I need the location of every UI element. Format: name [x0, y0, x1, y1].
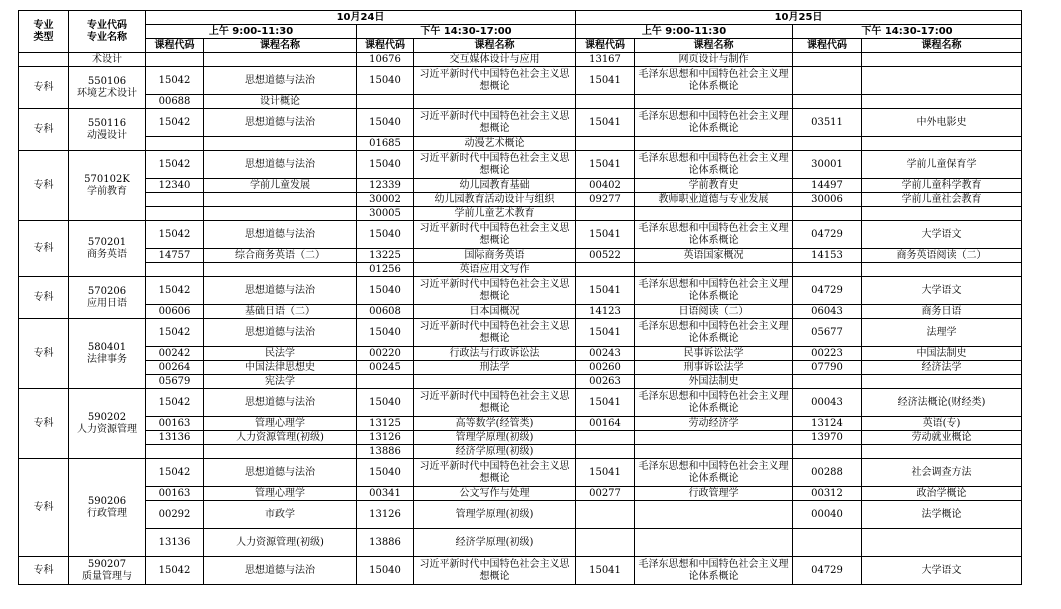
course-code-cell: 00223	[793, 347, 862, 361]
table-row	[19, 501, 1022, 529]
course-name-cell: 思想道德与法治	[204, 67, 357, 95]
course-code-cell: 13126	[357, 501, 414, 529]
table-row	[19, 557, 1022, 585]
table-row	[19, 207, 1022, 221]
course-name-cell: 大学语文	[862, 277, 1022, 305]
schedule-body	[19, 53, 1022, 585]
course-code-cell: 04729	[793, 557, 862, 585]
course-code-cell: 15040	[357, 319, 414, 347]
table-row	[19, 431, 1022, 445]
major-type-cell: 专科	[19, 109, 69, 151]
course-code-cell: 15040	[357, 459, 414, 487]
major-code-name-cell: 术设计	[69, 53, 146, 67]
course-name-cell: 学前儿童艺术教育	[414, 207, 576, 221]
course-name-cell	[204, 263, 357, 277]
table-row	[19, 277, 1022, 305]
course-name-cell: 习近平新时代中国特色社会主义思想概论	[414, 221, 576, 249]
course-name-cell: 经济法学	[862, 361, 1022, 375]
table-row	[19, 249, 1022, 263]
course-name-cell	[414, 375, 576, 389]
course-code-cell	[793, 53, 862, 67]
course-code-cell: 13167	[576, 53, 635, 67]
course-name-cell	[635, 263, 793, 277]
course-code-cell	[793, 67, 862, 95]
course-name-cell: 经济学原理(初级)	[414, 529, 576, 557]
course-code-cell: 00688	[146, 95, 204, 109]
course-name-cell: 行政管理学	[635, 487, 793, 501]
course-name-cell: 教师职业道德与专业发展	[635, 193, 793, 207]
course-code-header: 课程代码	[576, 39, 635, 53]
major-code-name-cell: 570201 商务英语	[69, 221, 146, 277]
course-name-cell	[635, 501, 793, 529]
course-code-cell: 00164	[576, 417, 635, 431]
course-name-cell: 管理心理学	[204, 417, 357, 431]
course-name-cell: 中外电影史	[862, 109, 1022, 137]
course-name-cell	[635, 445, 793, 459]
course-code-cell	[793, 375, 862, 389]
course-name-cell: 英语应用文写作	[414, 263, 576, 277]
major-code-name-cell: 590202 人力资源管理	[69, 389, 146, 459]
course-name-header: 课程名称	[414, 39, 576, 53]
table-row	[19, 151, 1022, 179]
course-code-cell: 13124	[793, 417, 862, 431]
course-code-cell	[793, 529, 862, 557]
course-name-cell: 习近平新时代中国特色社会主义思想概论	[414, 277, 576, 305]
course-code-cell: 13136	[146, 431, 204, 445]
course-code-cell: 15041	[576, 67, 635, 95]
course-code-cell: 00040	[793, 501, 862, 529]
major-type-cell: 专科	[19, 459, 69, 557]
course-code-header: 课程代码	[146, 39, 204, 53]
course-name-cell: 商务英语阅读（二）	[862, 249, 1022, 263]
course-name-cell: 管理心理学	[204, 487, 357, 501]
table-row	[19, 487, 1022, 501]
table-row	[19, 221, 1022, 249]
table-row	[19, 193, 1022, 207]
course-code-cell: 07790	[793, 361, 862, 375]
course-name-cell: 幼儿园教育活动设计与组织	[414, 193, 576, 207]
course-code-cell	[576, 207, 635, 221]
course-name-cell: 习近平新时代中国特色社会主义思想概论	[414, 151, 576, 179]
course-code-cell: 05677	[793, 319, 862, 347]
course-name-cell: 毛泽东思想和中国特色社会主义理论体系概论	[635, 557, 793, 585]
course-name-cell	[635, 137, 793, 151]
day-header: 10月24日	[146, 11, 576, 25]
day-header: 10月25日	[576, 11, 1022, 25]
course-name-cell	[862, 67, 1022, 95]
course-name-header: 课程名称	[862, 39, 1022, 53]
course-code-cell: 15042	[146, 221, 204, 249]
session-header: 下午 14:30-17:00	[357, 25, 576, 39]
course-code-cell: 15041	[576, 151, 635, 179]
course-name-cell	[635, 207, 793, 221]
course-code-cell: 13225	[357, 249, 414, 263]
course-code-cell	[146, 53, 204, 67]
course-name-cell: 管理学原理(初级)	[414, 431, 576, 445]
course-name-cell: 法理学	[862, 319, 1022, 347]
course-code-cell	[146, 263, 204, 277]
table-row	[19, 53, 1022, 67]
major-code-name-cell: 580401 法律事务	[69, 319, 146, 389]
course-name-cell	[204, 53, 357, 67]
course-name-cell: 社会调查方法	[862, 459, 1022, 487]
course-name-cell: 市政学	[204, 501, 357, 529]
course-code-cell: 30005	[357, 207, 414, 221]
course-code-cell: 00402	[576, 179, 635, 193]
course-code-cell: 00264	[146, 361, 204, 375]
course-code-cell: 00312	[793, 487, 862, 501]
course-code-cell: 00242	[146, 347, 204, 361]
course-name-cell: 学前儿童社会教育	[862, 193, 1022, 207]
course-name-cell: 经济法概论(财经类)	[862, 389, 1022, 417]
course-code-cell: 15041	[576, 557, 635, 585]
course-name-cell: 习近平新时代中国特色社会主义思想概论	[414, 557, 576, 585]
course-name-cell: 大学语文	[862, 221, 1022, 249]
major-type-cell: 专科	[19, 67, 69, 109]
course-name-cell: 行政法与行政诉讼法	[414, 347, 576, 361]
table-row	[19, 263, 1022, 277]
course-code-cell: 15040	[357, 151, 414, 179]
table-row	[19, 347, 1022, 361]
course-code-cell: 00288	[793, 459, 862, 487]
course-name-cell: 思想道德与法治	[204, 557, 357, 585]
course-name-cell: 幼儿园教育基础	[414, 179, 576, 193]
table-row	[19, 95, 1022, 109]
table-row	[19, 459, 1022, 487]
course-code-cell: 06043	[793, 305, 862, 319]
course-code-header: 课程代码	[793, 39, 862, 53]
course-name-cell	[414, 95, 576, 109]
course-code-cell	[793, 137, 862, 151]
course-code-cell: 00043	[793, 389, 862, 417]
major-type-cell	[19, 53, 69, 67]
course-name-cell: 毛泽东思想和中国特色社会主义理论体系概论	[635, 319, 793, 347]
course-name-cell	[862, 445, 1022, 459]
major-type-cell: 专科	[19, 557, 69, 585]
course-code-cell	[576, 445, 635, 459]
course-name-cell: 思想道德与法治	[204, 459, 357, 487]
course-code-cell: 00243	[576, 347, 635, 361]
course-name-cell: 思想道德与法治	[204, 109, 357, 137]
course-name-cell	[862, 53, 1022, 67]
table-row	[19, 361, 1022, 375]
course-code-cell: 14153	[793, 249, 862, 263]
course-name-cell: 管理学原理(初级)	[414, 501, 576, 529]
course-code-cell: 15042	[146, 109, 204, 137]
course-name-cell: 学前儿童保育学	[862, 151, 1022, 179]
course-name-cell	[204, 137, 357, 151]
course-code-cell: 15041	[576, 277, 635, 305]
course-name-cell: 公文写作与处理	[414, 487, 576, 501]
course-code-cell: 15041	[576, 109, 635, 137]
course-code-cell: 00260	[576, 361, 635, 375]
course-name-cell: 中国法制史	[862, 347, 1022, 361]
course-code-cell: 00292	[146, 501, 204, 529]
course-name-cell	[862, 529, 1022, 557]
major-code-name-header: 专业代码 专业名称	[69, 11, 146, 53]
course-name-cell: 习近平新时代中国特色社会主义思想概论	[414, 319, 576, 347]
exam-schedule-table	[18, 10, 1022, 585]
course-code-cell	[793, 445, 862, 459]
course-name-cell: 习近平新时代中国特色社会主义思想概论	[414, 109, 576, 137]
course-name-cell: 思想道德与法治	[204, 319, 357, 347]
course-name-cell: 刑法学	[414, 361, 576, 375]
course-name-cell	[204, 193, 357, 207]
course-name-cell	[862, 95, 1022, 109]
table-row	[19, 445, 1022, 459]
table-row	[19, 109, 1022, 137]
course-name-cell: 毛泽东思想和中国特色社会主义理论体系概论	[635, 109, 793, 137]
table-row	[19, 375, 1022, 389]
course-code-cell: 15041	[576, 459, 635, 487]
major-code-name-cell: 570206 应用日语	[69, 277, 146, 319]
session-header: 下午 14:30-17:00	[793, 25, 1022, 39]
course-code-cell: 30002	[357, 193, 414, 207]
course-name-cell	[635, 431, 793, 445]
course-name-cell	[635, 95, 793, 109]
course-name-cell	[862, 263, 1022, 277]
course-code-cell	[576, 529, 635, 557]
course-name-cell: 劳动就业概论	[862, 431, 1022, 445]
table-row	[19, 137, 1022, 151]
course-code-cell: 00245	[357, 361, 414, 375]
course-name-cell: 中国法律思想史	[204, 361, 357, 375]
course-code-cell: 15042	[146, 67, 204, 95]
course-code-cell	[576, 95, 635, 109]
course-name-cell: 人力资源管理(初级)	[204, 529, 357, 557]
course-code-cell	[793, 207, 862, 221]
course-code-cell: 00163	[146, 417, 204, 431]
course-code-cell	[576, 137, 635, 151]
course-code-cell: 10676	[357, 53, 414, 67]
course-code-cell: 15040	[357, 557, 414, 585]
course-name-cell: 日语阅读（二）	[635, 305, 793, 319]
course-name-cell: 英语国家概况	[635, 249, 793, 263]
course-name-cell: 外国法制史	[635, 375, 793, 389]
course-code-cell	[576, 263, 635, 277]
course-name-cell	[862, 207, 1022, 221]
course-code-cell	[793, 95, 862, 109]
major-type-cell: 专科	[19, 319, 69, 389]
course-name-cell: 法学概论	[862, 501, 1022, 529]
course-name-cell: 人力资源管理(初级)	[204, 431, 357, 445]
course-code-cell: 04729	[793, 221, 862, 249]
course-name-cell: 刑事诉讼法学	[635, 361, 793, 375]
course-code-cell: 12339	[357, 179, 414, 193]
course-code-cell: 15042	[146, 277, 204, 305]
course-code-cell	[793, 263, 862, 277]
course-code-cell: 15040	[357, 277, 414, 305]
course-code-cell: 14123	[576, 305, 635, 319]
major-type-cell: 专科	[19, 221, 69, 277]
course-name-cell: 毛泽东思想和中国特色社会主义理论体系概论	[635, 151, 793, 179]
course-code-header: 课程代码	[357, 39, 414, 53]
course-name-cell: 学前儿童科学教育	[862, 179, 1022, 193]
major-code-name-cell: 550106 环境艺术设计	[69, 67, 146, 109]
course-name-cell: 大学语文	[862, 557, 1022, 585]
course-code-cell	[357, 95, 414, 109]
course-name-header: 课程名称	[635, 39, 793, 53]
course-name-cell: 日本国概况	[414, 305, 576, 319]
session-header: 上午 9:00-11:30	[576, 25, 793, 39]
course-name-cell: 劳动经济学	[635, 417, 793, 431]
course-name-cell: 民事诉讼法学	[635, 347, 793, 361]
course-code-cell: 00522	[576, 249, 635, 263]
course-name-cell: 高等数学(经管类)	[414, 417, 576, 431]
course-code-cell: 09277	[576, 193, 635, 207]
course-name-cell: 思想道德与法治	[204, 277, 357, 305]
course-code-cell: 12340	[146, 179, 204, 193]
major-type-header: 专业 类型	[19, 11, 69, 53]
course-name-cell: 民法学	[204, 347, 357, 361]
course-name-cell: 基础日语（二）	[204, 305, 357, 319]
course-code-cell: 00341	[357, 487, 414, 501]
course-name-cell: 交互媒体设计与应用	[414, 53, 576, 67]
major-code-name-cell: 550116 动漫设计	[69, 109, 146, 151]
course-code-cell	[146, 137, 204, 151]
course-code-cell: 13126	[357, 431, 414, 445]
course-code-cell: 15040	[357, 221, 414, 249]
course-name-cell: 习近平新时代中国特色社会主义思想概论	[414, 459, 576, 487]
course-code-cell	[357, 375, 414, 389]
course-code-cell: 00263	[576, 375, 635, 389]
table-row	[19, 389, 1022, 417]
course-code-cell	[146, 445, 204, 459]
course-name-cell	[635, 529, 793, 557]
course-code-cell: 13136	[146, 529, 204, 557]
major-code-name-cell: 590207 质量管理与	[69, 557, 146, 585]
course-code-cell: 00277	[576, 487, 635, 501]
course-name-cell: 动漫艺术概论	[414, 137, 576, 151]
course-name-cell: 毛泽东思想和中国特色社会主义理论体系概论	[635, 67, 793, 95]
course-name-cell: 宪法学	[204, 375, 357, 389]
course-name-cell: 综合商务英语（二）	[204, 249, 357, 263]
course-code-cell: 15040	[357, 109, 414, 137]
course-code-cell: 15042	[146, 389, 204, 417]
table-row	[19, 67, 1022, 95]
course-code-cell: 15042	[146, 319, 204, 347]
course-name-cell	[862, 375, 1022, 389]
table-row	[19, 319, 1022, 347]
course-code-cell: 15042	[146, 557, 204, 585]
course-name-cell: 思想道德与法治	[204, 221, 357, 249]
course-name-cell: 网页设计与制作	[635, 53, 793, 67]
major-type-cell: 专科	[19, 277, 69, 319]
course-name-cell: 学前教育史	[635, 179, 793, 193]
course-name-header: 课程名称	[204, 39, 357, 53]
course-code-cell: 00163	[146, 487, 204, 501]
course-code-cell: 15040	[357, 67, 414, 95]
course-code-cell: 04729	[793, 277, 862, 305]
course-code-cell: 15042	[146, 151, 204, 179]
course-code-cell: 13886	[357, 529, 414, 557]
course-code-cell: 15042	[146, 459, 204, 487]
course-name-cell: 毛泽东思想和中国特色社会主义理论体系概论	[635, 221, 793, 249]
table-row	[19, 417, 1022, 431]
course-name-cell: 国际商务英语	[414, 249, 576, 263]
course-code-cell: 05679	[146, 375, 204, 389]
course-code-cell	[146, 193, 204, 207]
course-name-cell: 思想道德与法治	[204, 151, 357, 179]
course-code-cell: 13970	[793, 431, 862, 445]
course-name-cell	[204, 207, 357, 221]
course-name-cell	[862, 137, 1022, 151]
course-code-cell: 15040	[357, 389, 414, 417]
course-code-cell: 03511	[793, 109, 862, 137]
table-row	[19, 179, 1022, 193]
major-type-cell: 专科	[19, 389, 69, 459]
course-name-cell: 毛泽东思想和中国特色社会主义理论体系概论	[635, 389, 793, 417]
major-type-cell: 专科	[19, 151, 69, 221]
course-code-cell	[576, 501, 635, 529]
course-name-cell: 思想道德与法治	[204, 389, 357, 417]
course-name-cell: 经济学原理(初级)	[414, 445, 576, 459]
course-code-cell: 01685	[357, 137, 414, 151]
course-code-cell: 00608	[357, 305, 414, 319]
course-code-cell: 30006	[793, 193, 862, 207]
course-name-cell: 英语(专)	[862, 417, 1022, 431]
course-code-cell: 13125	[357, 417, 414, 431]
session-header: 上午 9:00-11:30	[146, 25, 357, 39]
course-code-cell: 14757	[146, 249, 204, 263]
course-name-cell: 商务日语	[862, 305, 1022, 319]
table-row	[19, 529, 1022, 557]
table-row	[19, 305, 1022, 319]
course-name-cell: 毛泽东思想和中国特色社会主义理论体系概论	[635, 277, 793, 305]
major-code-name-cell: 590206 行政管理	[69, 459, 146, 557]
course-name-cell: 毛泽东思想和中国特色社会主义理论体系概论	[635, 459, 793, 487]
course-code-cell	[146, 207, 204, 221]
course-code-cell: 13886	[357, 445, 414, 459]
course-name-cell: 政治学概论	[862, 487, 1022, 501]
course-code-cell: 00220	[357, 347, 414, 361]
course-code-cell: 14497	[793, 179, 862, 193]
course-name-cell: 设计概论	[204, 95, 357, 109]
course-name-cell: 习近平新时代中国特色社会主义思想概论	[414, 67, 576, 95]
course-code-cell: 30001	[793, 151, 862, 179]
course-code-cell	[576, 431, 635, 445]
course-name-cell: 习近平新时代中国特色社会主义思想概论	[414, 389, 576, 417]
course-code-cell: 15041	[576, 319, 635, 347]
course-code-cell: 15041	[576, 389, 635, 417]
major-code-name-cell: 570102K 学前教育	[69, 151, 146, 221]
course-code-cell: 15041	[576, 221, 635, 249]
course-code-cell: 01256	[357, 263, 414, 277]
course-code-cell: 00606	[146, 305, 204, 319]
course-name-cell	[204, 445, 357, 459]
course-name-cell: 学前儿童发展	[204, 179, 357, 193]
